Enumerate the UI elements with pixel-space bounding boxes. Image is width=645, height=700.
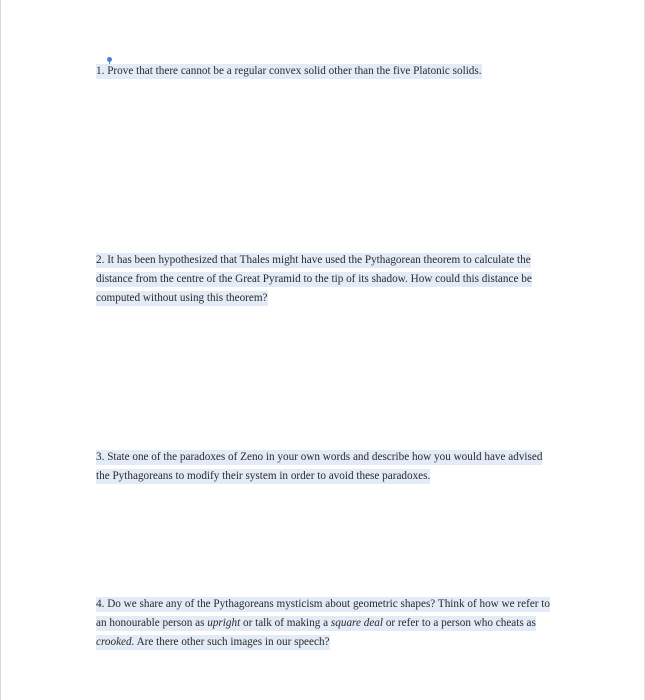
question-2-highlight <box>96 253 532 306</box>
question-number: 4. <box>96 598 105 610</box>
question-4[interactable] <box>96 595 551 652</box>
emphasis-crooked: crooked. <box>96 636 135 648</box>
question-3-highlight <box>96 450 542 484</box>
emphasis-upright: upright <box>207 617 241 629</box>
question-text-part: Do we share any of the Pythagoreans mysticism about geometric shapes? Think of how we refer to an honourable person as <box>96 598 551 629</box>
question-text: It has been hypothesized that Thales might have used the Pythagorean theorem to calculate the distance from the centre of the Great Pyramid to the tip of its shadow. How could this distance be computed without using this theorem? <box>96 254 532 304</box>
emphasis-square-deal: square deal <box>330 617 384 629</box>
question-text: State one of the paradoxes of Zeno in your own words and describe how you would have advised the Pythagoreans to modify their system in order to avoid these paradoxes. <box>96 451 543 482</box>
question-text-part: or talk of making a <box>240 617 331 629</box>
question-text: Prove that there cannot be a regular convex solid other than the five Platonic solids. <box>107 65 482 77</box>
question-1-highlight <box>96 64 482 79</box>
question-text-part: Are there other such images in our speech? <box>134 636 330 648</box>
question-1[interactable] <box>96 62 556 81</box>
question-number: 3. <box>96 451 105 463</box>
question-number: 1. <box>96 65 105 77</box>
question-4-highlight <box>96 597 550 650</box>
question-text-part: or refer to a person who cheats as <box>383 617 536 629</box>
question-number: 2. <box>96 254 105 266</box>
question-3[interactable] <box>96 448 551 486</box>
question-2[interactable] <box>96 251 551 308</box>
